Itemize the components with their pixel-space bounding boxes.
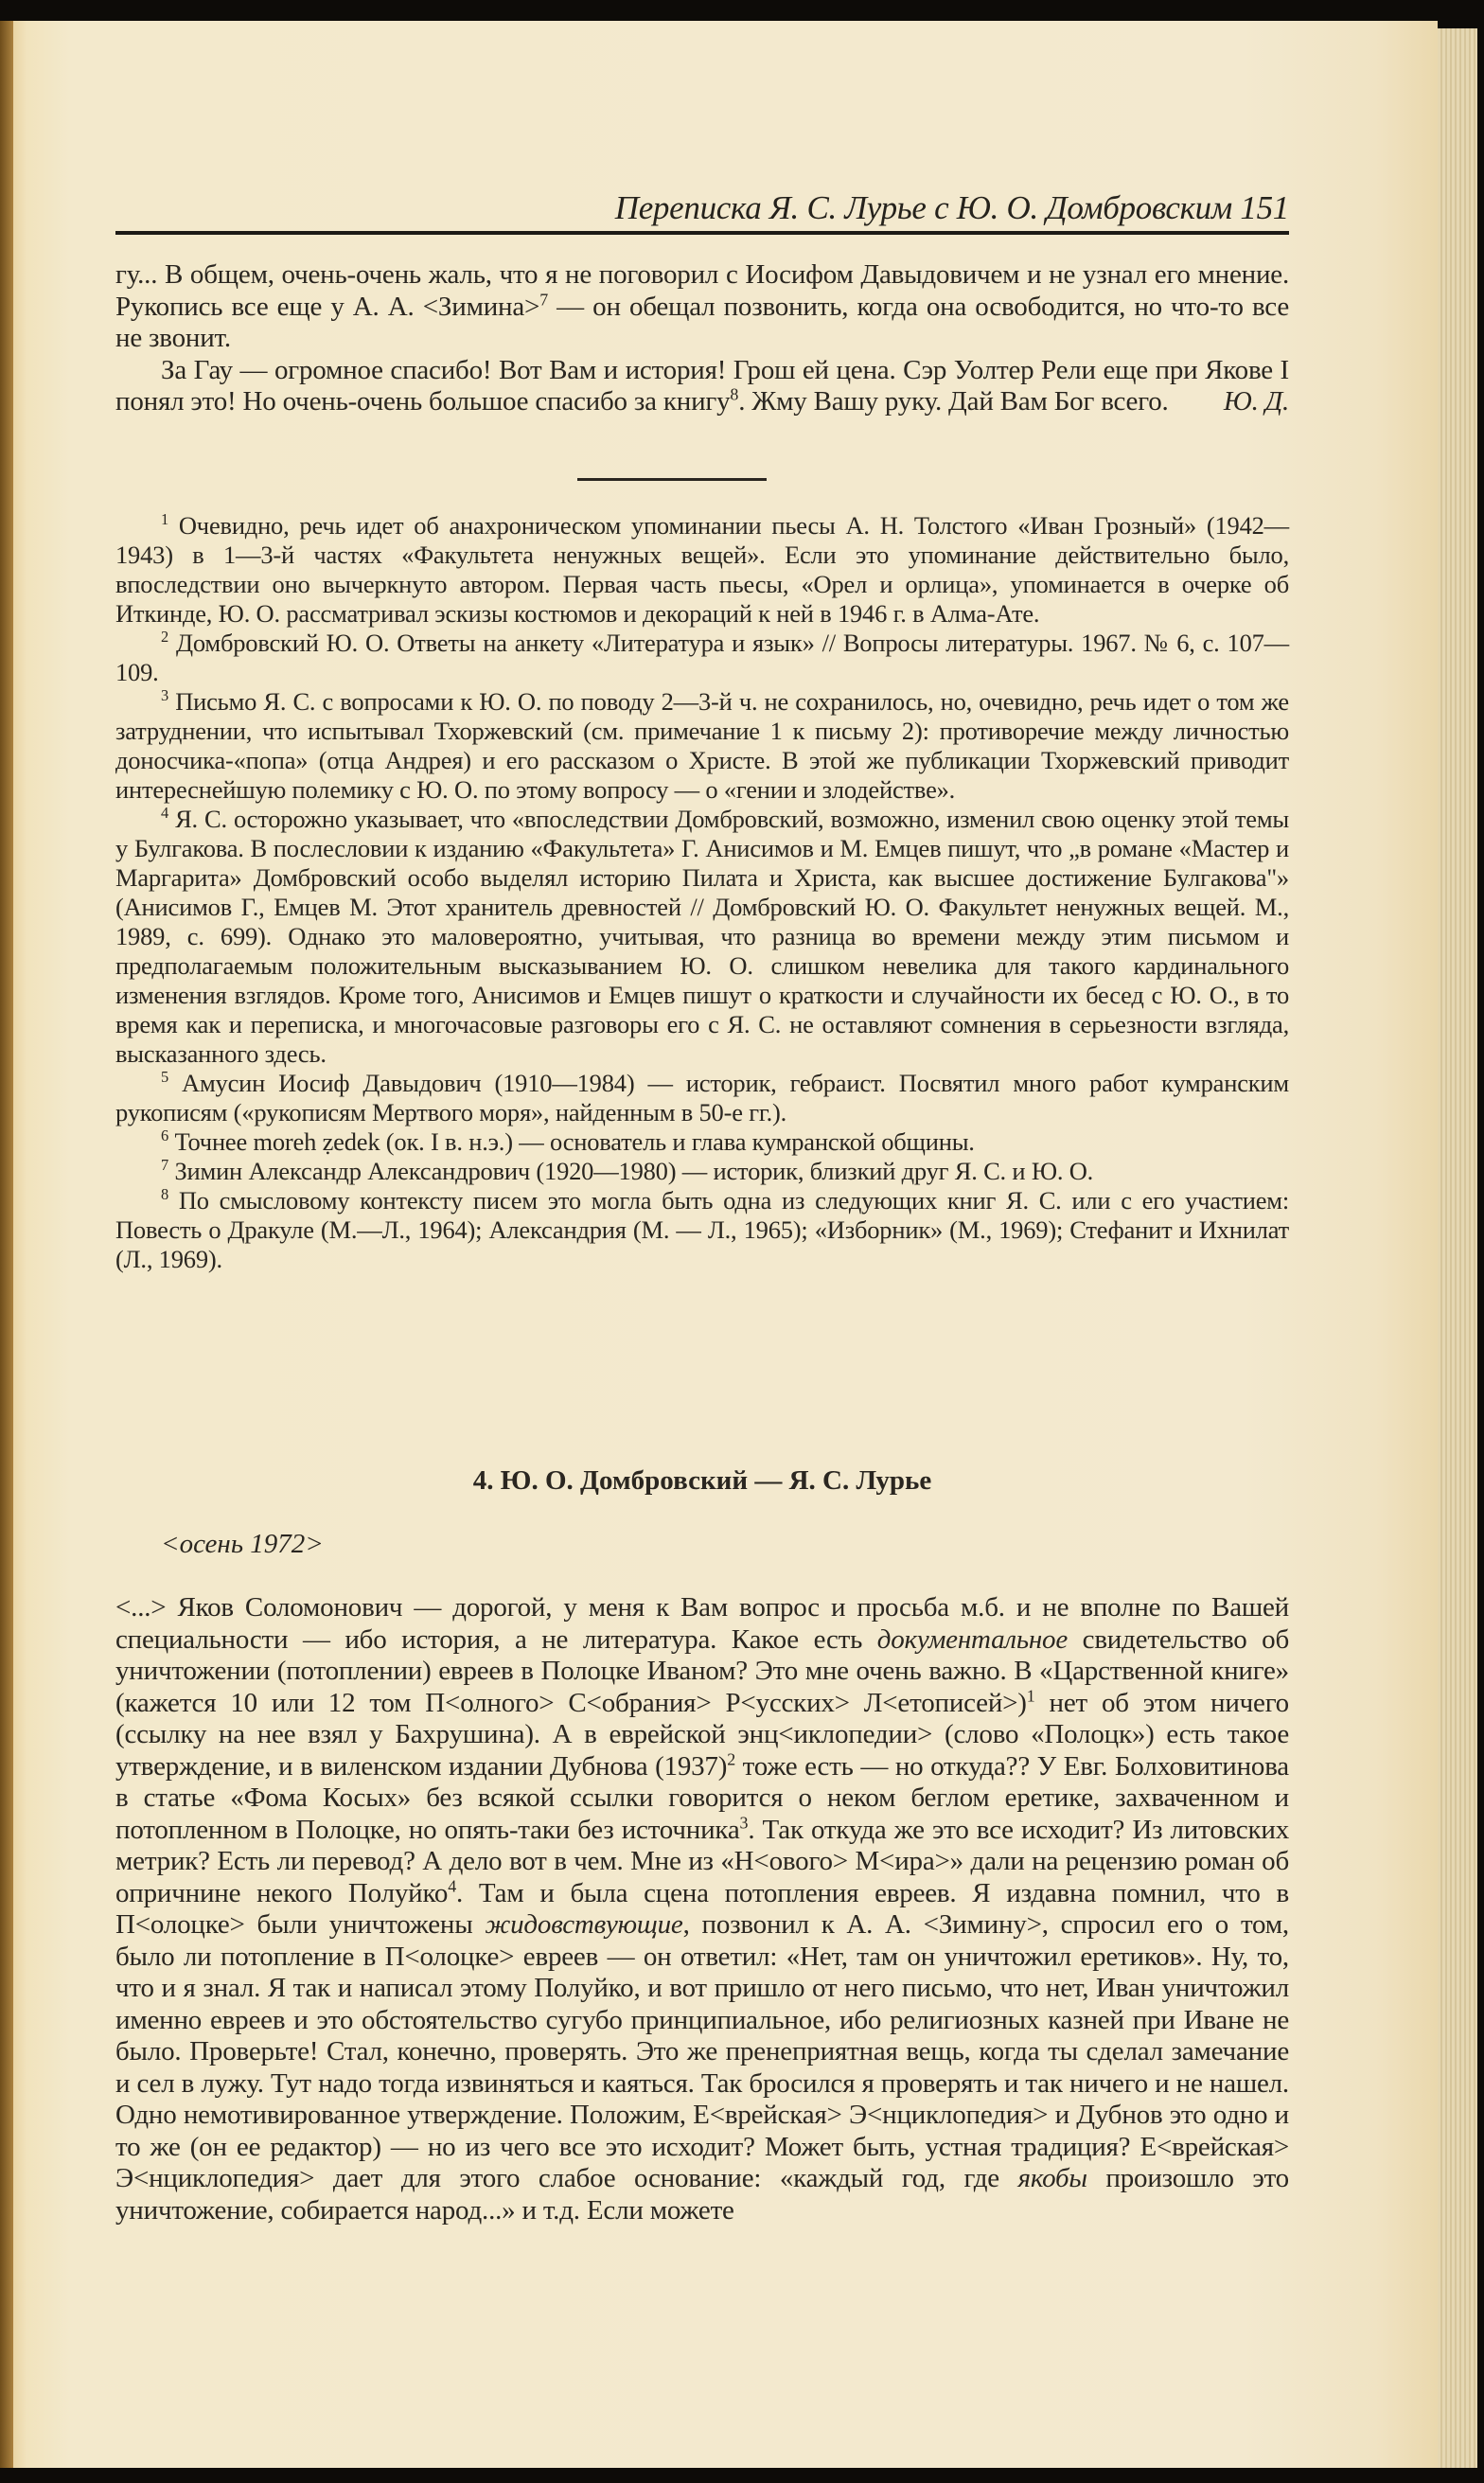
footnote-number: 6 <box>161 1126 169 1145</box>
footnote-ref[interactable]: 1 <box>1026 1685 1035 1705</box>
footnote-text: Письмо Я. С. с вопросами к Ю. О. по поводу 2—3-й ч. не сохранилось, но, очевидно, речь идет о том же затруднении, что испытывал Тхоржевский (см. примечание 1 к письму 2): противоречие между личностью доносчика-«попа» (отца Андрея) и его рассказом о Христе. В этой же публикации Тхоржевский приводит интереснейшую полемику с Ю. О. по этому вопросу — о «гении и злодействе». <box>115 687 1289 804</box>
letter-paragraph: гу... В общем, очень-очень жаль, что я не поговорил с Иосифом Давыдовичем и не узнал его мнение. Рукопись все еще у А. А. <Зимина>$^7$ — он обещал позвонить, когда она освободится, но что-то все не звонит. <box>115 259 1289 353</box>
running-head <box>615 189 1289 227</box>
footnote-text: По смысловому контексту писем это могла быть одна из следующих книг Я. С. или с его участием: Повесть о Дракуле (М.—Л., 1964); Александрия (М. — Л., 1965); «Изборник» (М., 1969); Стефанит и Ихнилат (Л., 1969). <box>115 1186 1289 1273</box>
letter-3-ending <box>115 259 1289 418</box>
footnote <box>115 1157 1289 1186</box>
footnote-number: 3 <box>161 686 169 705</box>
letter-4-body <box>115 1592 1289 2226</box>
footnote-number: 2 <box>161 628 169 647</box>
footnote <box>115 1186 1289 1274</box>
footnote <box>115 805 1289 1069</box>
footnote <box>115 1127 1289 1157</box>
footnote-text: Очевидно, речь идет об анахроническом упоминании пьесы А. Н. Толстого «Иван Грозный» (1942—1943) в 1—3-й частях «Факультета ненужных вещей». Если это упоминание действительно было, впоследствии оно вычеркнуто автором. Первая часть пьесы, «Орел и орлица», упоминается в очерке об Иткинде, Ю. О. рассматривал эскизы костюмов и декораций к ней в 1946 г. в Алма-Ате. <box>115 511 1289 628</box>
letter-heading: 4. Ю. О. Домбровский — Я. С. Лурье <box>472 1465 932 1496</box>
footnote-ref[interactable]: 2 <box>727 1748 735 1768</box>
footnotes <box>115 511 1289 1274</box>
footnote <box>115 687 1289 805</box>
footnote-text: Амусин Иосиф Давыдович (1910—1984) — историк, гебраист. Посвятил много работ кумранским рукописям («рукописям Мертвого моря», найденным в 50-е гг.). <box>115 1069 1289 1126</box>
letter-paragraph: <...> Яков Соломонович — дорогой, у меня к Вам вопрос и просьба м.б. и не вполне по Вашей специальности — ибо история, а не литература. Какое есть документальное свидетельство об уничтожении (потоплении) евреев в Полоцке Иваном? Это мне очень важно. В «Царственной книге» (кажется 10 или 12 том П<олного> С<обрания> Р<усских> Л<етописей>)$^1$ нет об этом ничего (ссылку на нее взял у Бахрушина). А в еврейской энц<иклопедии> (слово «Полоцк») есть такое утверждение, и в виленском издании Дубнова $(1937)^2$ тоже есть — но откуда?? У Евг. Болховитинова в статье «Фома Косых» без всякой ссылки говорится о неком беглом еретике, захваченном и потопленном в Полоцке, но опять-таки без источника$^3$. Так откуда же это все исходит? Из литовских метрик? Есть ли перевод? А дело вот в чем. Мне из «Н<ового> М<ира>» дали на рецензию роман об опричнине некого Полуйко$^4$. Там и была сцена потопления евреев. Я издавна помнил, что в П<олоцке> были уничтожены жидовствующие, позвонил к А. А. <Зимину>, спросил его о том, было ли потопление в П<олоцке> евреев — он ответил: «Нет, там он уничтожил еретиков». Ну, то, что и я знал. Я так и написал этому Полуйко, и вот пришло от него письмо, что нет, Иван уничтожил именно евреев и это обстоятельство сугубо принципиальное, ибо религиозных казней при Иване не было. Проверьте! Стал, конечно, проверять. Это же пренеприятная вещь, когда ты сделал замечание и сел в лужу. Тут надо тогда извиняться и каяться. Так бросился я проверять и так ничего и не нашел. Одно немотивированное утверждение. Положим, Е<врейская> Э<нциклопедия> и Дубнов это одно и то же (он ее редактор) — но из чего все это исходит? Может быть, устная традиция? Е<врейская> Э<нциклопедия> дает для этого слабое основание: «каждый год, где якобы произошло это уничтожение, собирается народ...» и т.д. Если можете <box>115 1592 1290 2226</box>
footnote <box>115 511 1289 629</box>
footnote-text: Точнее moreh ẓedek (ок. I в. н.э.) — основатель и глава кумранской общины. <box>174 1127 975 1156</box>
footnote-ref[interactable]: 8 <box>730 384 739 404</box>
page-edges <box>1438 28 1477 2468</box>
page-number: 151 <box>1240 189 1289 226</box>
letter-date: <осень 1972> <box>161 1529 324 1559</box>
footnote-ref[interactable]: 4 <box>448 1875 456 1895</box>
footnote-number: 7 <box>161 1156 169 1175</box>
footnote-ref[interactable]: 3 <box>739 1812 749 1832</box>
footnote-number: 5 <box>161 1068 169 1087</box>
header-rule <box>115 231 1289 235</box>
footnote-number: 1 <box>161 510 169 529</box>
signature: Ю. Д. <box>1223 386 1289 417</box>
footnote-text: Я. С. осторожно указывает, что «впоследствии Домбровский, возможно, изменил свою оценку этой темы у Булгакова. В послесловии к изданию «Факультета» Г. Анисимов и М. Емцев пишут, что „в романе «Мастер и Маргарита» Домбровский особо выделял историю Пилата и Христа, как высшее достижение Булгакова"» (Анисимов Г., Емцев М. Этот хранитель древностей // Домбровский Ю. О. Факультет ненужных вещей. М., 1989, с. 699). Однако это маловероятно, учитывая, что разница во времени между этим письмом и предполагаемым положительным высказыванием Ю. О. слишком невелика для такого кардинального изменения взглядов. Кроме того, Анисимов и Емцев пишут о краткости и случайности их бесед с Ю. О., в то время как и переписка, и многочасовые разговоры его с Я. С. не оставляют сомнения в серьезности взгляда, высказанного здесь. <box>115 805 1289 1068</box>
footnote-number: 8 <box>161 1185 169 1204</box>
footnote-separator <box>577 478 767 481</box>
footnote <box>115 1069 1289 1127</box>
footnote-number: 4 <box>161 804 169 823</box>
footnote-text: Домбровский Ю. О. Ответы на анкету «Литература и язык» // Вопросы литературы. 1967. № 6, с. 107—109. <box>115 629 1289 686</box>
running-head-title: Переписка Я. С. Лурье с Ю. О. Домбровским <box>614 189 1232 226</box>
footnote <box>115 629 1289 687</box>
letter-paragraph: За Гау — огромное спасибо! Вот Вам и история! Грош ей цена. Сэр Уолтер Рели еще при Якове I понял это! Но очень-очень большое спасибо за книгу$^8$. Жму Вашу руку. Дай Вам Бог всего. Ю. Д. <box>115 354 1289 417</box>
footnote-text: Зимин Александр Александрович (1920—1980) — историк, близкий друг Я. С. и Ю. О. <box>174 1157 1094 1185</box>
footnote-ref[interactable]: 7 <box>539 289 548 309</box>
